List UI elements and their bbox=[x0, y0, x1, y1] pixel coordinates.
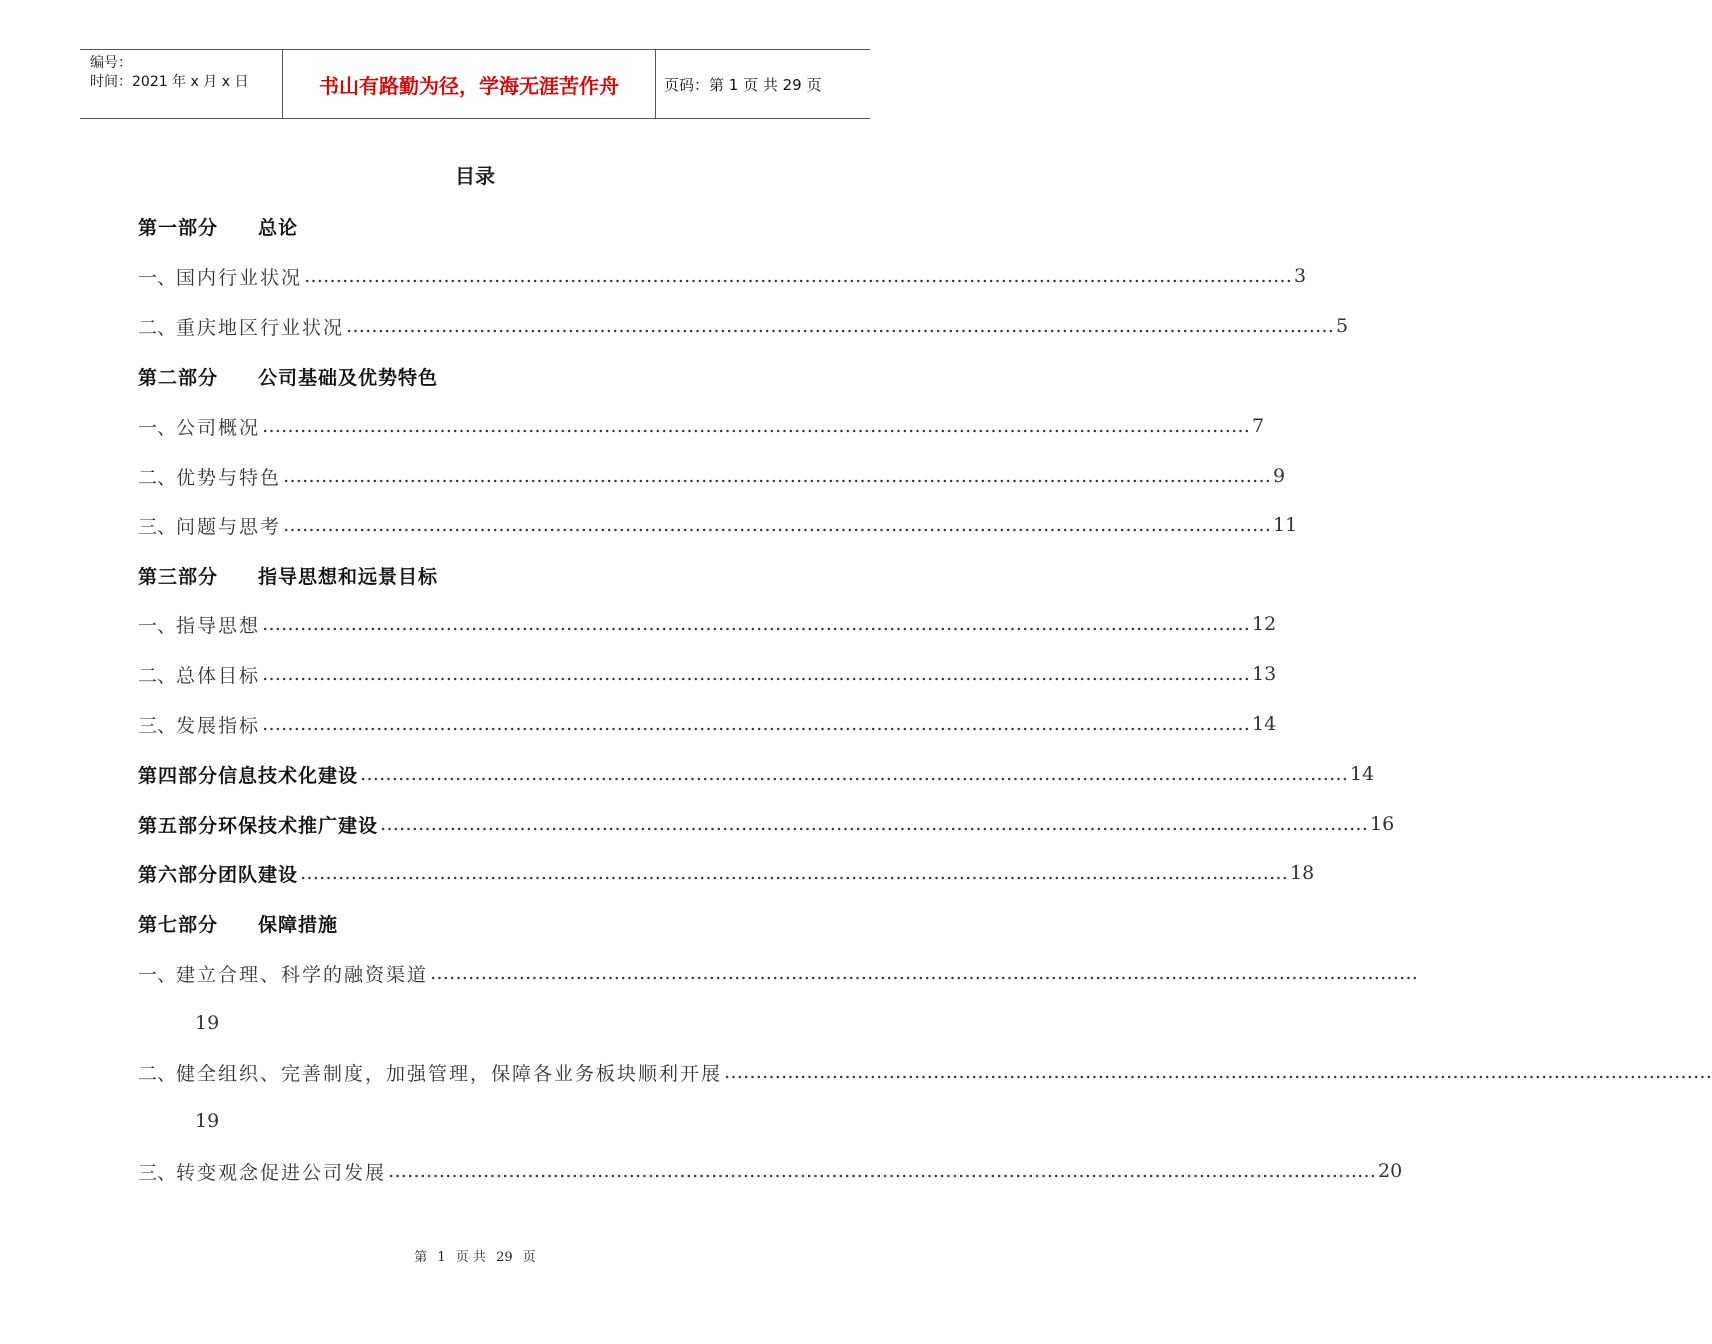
toc-page-number: 14 bbox=[1350, 763, 1375, 785]
toc-part-number: 第二部分 bbox=[138, 366, 219, 389]
toc-page-number: 3 bbox=[1294, 265, 1307, 287]
toc-leader-dots: ………………………………………………………………………………………………………………………………………… bbox=[262, 663, 1251, 685]
toc-leader-dots: ………………………………………………………………………………………………………………………………………… bbox=[724, 1061, 1712, 1083]
toc-item-title: 指导思想 bbox=[176, 614, 261, 637]
toc-leader-dots: ………………………………………………………………………………………………………………………………………… bbox=[283, 514, 1272, 536]
toc-leader-dots: ………………………………………………………………………………………………………………………………………… bbox=[304, 265, 1293, 287]
toc-item-title: 重庆地区行业状况 bbox=[176, 316, 345, 339]
toc-item-number: 二、 bbox=[138, 664, 177, 687]
footer-page-number: 1 bbox=[437, 1250, 446, 1265]
toc-item-3-2[interactable] bbox=[138, 658, 1277, 690]
toc-item-title: 国内行业状况 bbox=[176, 266, 303, 289]
toc-part-number: 第七部分 bbox=[138, 913, 219, 936]
toc-item-number: 二、 bbox=[138, 1062, 177, 1085]
toc-part-number: 第五部分 bbox=[138, 814, 219, 837]
toc-item-7-1[interactable] bbox=[138, 957, 1419, 989]
toc-part-title: 保障措施 bbox=[258, 913, 339, 936]
toc-item-1-1[interactable] bbox=[138, 260, 1307, 292]
toc-part-7[interactable] bbox=[138, 907, 813, 939]
toc-item-title: 问题与思考 bbox=[176, 515, 282, 538]
toc-item-title: 健全组织、完善制度，加强管理，保障各业务板块顺利开展 bbox=[176, 1062, 723, 1085]
toc-item-2-1[interactable] bbox=[138, 410, 1265, 442]
toc-item-7-2[interactable] bbox=[138, 1056, 1712, 1088]
toc-part-title: 总论 bbox=[258, 216, 299, 239]
header-motto: 书山有路勤为径，学海无涯苦作舟 bbox=[282, 50, 656, 118]
toc-item-number: 三、 bbox=[138, 714, 177, 737]
toc-item-title: 公司概况 bbox=[176, 416, 261, 439]
toc-item-2-2[interactable] bbox=[138, 460, 1286, 492]
toc-item-number: 二、 bbox=[138, 466, 177, 489]
toc-page-number: 13 bbox=[1252, 663, 1277, 685]
toc-page-number: 5 bbox=[1336, 315, 1349, 337]
footer-total-pages: 29 bbox=[496, 1250, 513, 1265]
toc-leader-dots: ………………………………………………………………………………………………………………………………………… bbox=[283, 465, 1272, 487]
toc-leader-dots: ………………………………………………………………………………………………………………………………………… bbox=[360, 763, 1349, 785]
toc-leader-dots: ………………………………………………………………………………………………………………………………………… bbox=[262, 415, 1251, 437]
footer-prefix: 第 bbox=[414, 1250, 428, 1265]
toc-part-number: 第四部分 bbox=[138, 764, 219, 787]
toc-item-number: 一、 bbox=[138, 963, 177, 986]
toc-part-title: 指导思想和远景目标 bbox=[258, 565, 439, 588]
footer-middle: 页 共 bbox=[455, 1250, 486, 1265]
toc-part-number: 第六部分 bbox=[138, 863, 219, 886]
toc-item-1-2[interactable] bbox=[138, 310, 1349, 342]
toc-item-number: 一、 bbox=[138, 614, 177, 637]
toc-part-5[interactable] bbox=[138, 808, 1395, 840]
toc-item-number: 三、 bbox=[138, 1161, 177, 1184]
toc-leader-dots: ………………………………………………………………………………………………………………………………………… bbox=[262, 713, 1251, 735]
toc-page-number: 9 bbox=[1273, 465, 1286, 487]
toc-page-number[interactable]: 19 bbox=[195, 1110, 220, 1132]
toc-page-number: 14 bbox=[1252, 713, 1277, 735]
toc-item-number: 一、 bbox=[138, 416, 177, 439]
toc-part-1[interactable] bbox=[138, 210, 813, 242]
toc-item-number: 三、 bbox=[138, 515, 177, 538]
toc-item-3-1[interactable] bbox=[138, 608, 1277, 640]
toc-item-title: 转变观念促进公司发展 bbox=[176, 1161, 387, 1184]
toc-part-number: 第一部分 bbox=[138, 216, 219, 239]
toc-part-6[interactable] bbox=[138, 857, 1315, 889]
footer-suffix: 页 bbox=[522, 1250, 536, 1265]
toc-item-number: 二、 bbox=[138, 316, 177, 339]
toc-item-title: 优势与特色 bbox=[176, 466, 282, 489]
toc-item-title: 总体目标 bbox=[176, 664, 261, 687]
header-page-info: 页码：第 1 页 共 29 页 bbox=[664, 75, 822, 94]
toc-part-number: 第三部分 bbox=[138, 565, 219, 588]
toc-part-title: 团队建设 bbox=[218, 863, 299, 886]
toc-leader-dots: ………………………………………………………………………………………………………………………………………… bbox=[388, 1160, 1377, 1182]
toc-page-number: 18 bbox=[1290, 862, 1315, 884]
toc-part-title: 公司基础及优势特色 bbox=[258, 366, 439, 389]
toc-item-3-3[interactable] bbox=[138, 708, 1277, 740]
toc-part-title: 环保技术推广建设 bbox=[218, 814, 379, 837]
document-number-label: 编号： bbox=[90, 55, 132, 71]
document-time-label: 时间：2021 年 x 月 x 日 bbox=[90, 74, 249, 90]
toc-item-number: 一、 bbox=[138, 266, 177, 289]
toc-page-number: 20 bbox=[1378, 1160, 1403, 1182]
toc-page-number: 16 bbox=[1370, 813, 1395, 835]
toc-item-7-3[interactable] bbox=[138, 1155, 1403, 1187]
toc-item-title: 发展指标 bbox=[176, 714, 261, 737]
page-footer bbox=[0, 1246, 950, 1265]
toc-part-3[interactable] bbox=[138, 559, 813, 591]
toc-item-title: 建立合理、科学的融资渠道 bbox=[176, 963, 429, 986]
toc-leader-dots: ………………………………………………………………………………………………………………………………………… bbox=[380, 813, 1369, 835]
toc-leader-dots: ………………………………………………………………………………………………………………………………………… bbox=[262, 613, 1251, 635]
toc-title: 目录 bbox=[455, 164, 495, 188]
toc-item-2-3[interactable] bbox=[138, 509, 1298, 541]
toc-part-2[interactable] bbox=[138, 360, 813, 392]
toc-page-number: 11 bbox=[1273, 514, 1298, 536]
toc-leader-dots: ………………………………………………………………………………………………………………………………………… bbox=[300, 862, 1289, 884]
toc-page-number: 12 bbox=[1252, 613, 1277, 635]
toc-leader-dots: ………………………………………………………………………………………………………………………………………… bbox=[430, 962, 1419, 984]
toc-page-number[interactable]: 19 bbox=[195, 1012, 220, 1034]
toc-leader-dots: ………………………………………………………………………………………………………………………………………… bbox=[346, 315, 1335, 337]
toc-part-4[interactable] bbox=[138, 758, 1375, 790]
toc-part-title: 信息技术化建设 bbox=[218, 764, 359, 787]
toc-page-number: 7 bbox=[1252, 415, 1265, 437]
